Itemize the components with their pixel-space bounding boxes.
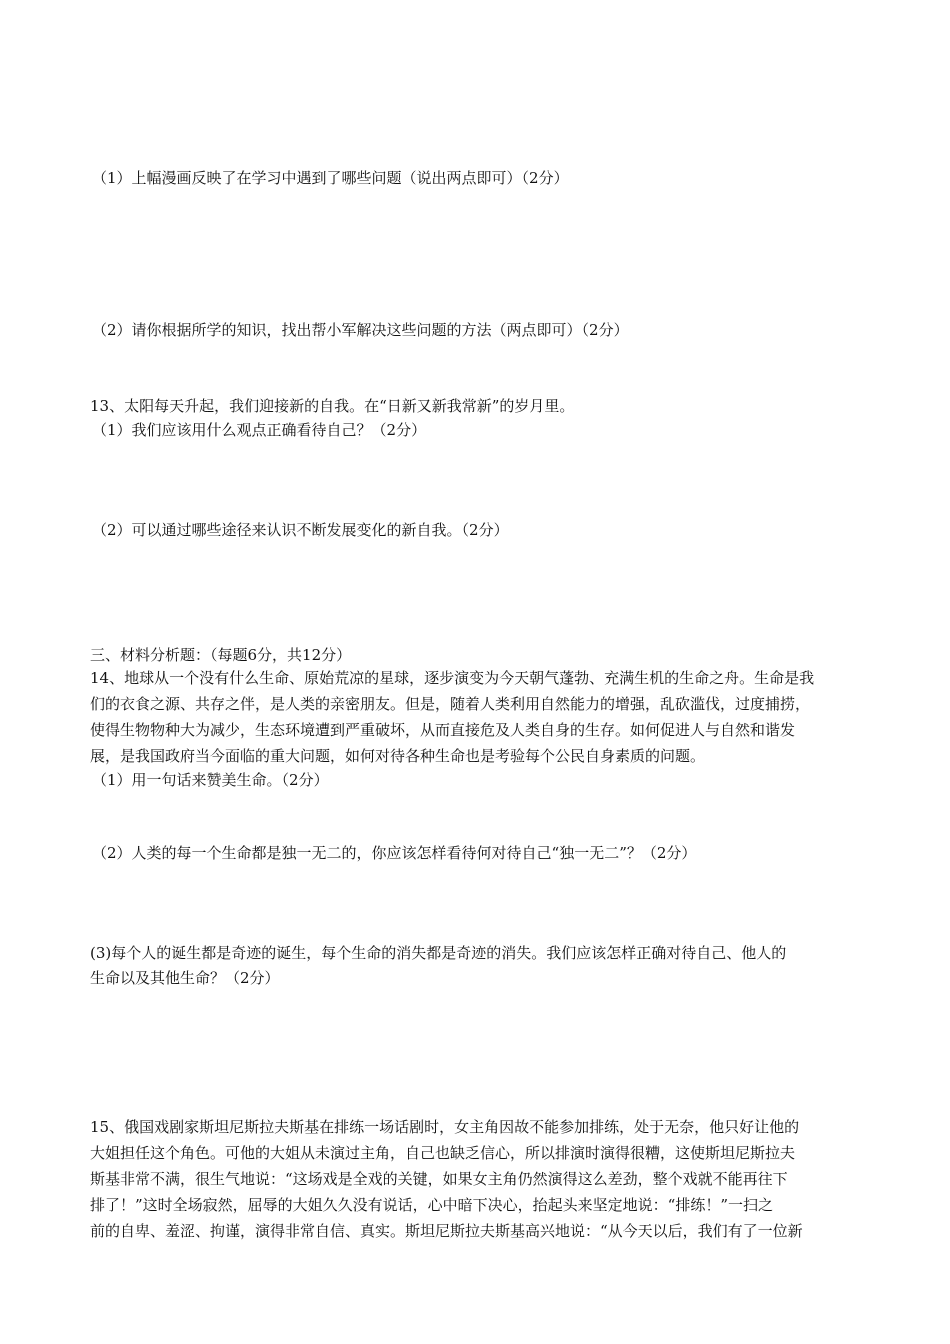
q15-line-2: 大姐担任这个角色。可他的大姐从未演过主角，自己也缺乏信心，所以排演时演得很糟，这使斯坦尼斯拉夫 bbox=[90, 1144, 796, 1162]
q13-sub2: （2）可以通过哪些途径来认识不断发展变化的新自我。（2分） bbox=[92, 521, 509, 539]
section3-heading: 三、材料分析题：（每题6分，共12分） bbox=[90, 646, 352, 664]
q15-line-3: 斯基非常不满，很生气地说：“这场戏是全戏的关键，如果女主角仍然演得这么差劲，整个戏就不能再往下 bbox=[90, 1170, 788, 1188]
q12-sub2: （2）请你根据所学的知识，找出帮小军解决这些问题的方法（两点即可）（2分） bbox=[92, 321, 629, 339]
q14-sub2: （2）人类的每一个生命都是独一无二的，你应该怎样看待何对待自己“独一无二”？（2分） bbox=[92, 844, 697, 862]
q13-stem: 13、太阳每天升起，我们迎接新的自我。在“日新又新我常新”的岁月里。 bbox=[90, 397, 575, 415]
q14-sub1: （1）用一句话来赞美生命。（2分） bbox=[92, 771, 329, 789]
q14-line-3: 使得生物物种大为减少，生态环境遭到严重破坏，从而直接危及人类自身的生存。如何促进人与自然和谐发 bbox=[90, 721, 796, 739]
q12-sub1: （1）上幅漫画反映了在学习中遇到了哪些问题（说出两点即可）（2分） bbox=[92, 169, 569, 187]
q14-sub3-line-2: 生命以及其他生命？（2分） bbox=[90, 969, 280, 987]
q14-sub3-line-1: (3)每个人的诞生都是奇迹的诞生，每个生命的消失都是奇迹的消失。我们应该怎样正确对待自己、他人的 bbox=[90, 944, 787, 962]
q15-line-1: 15、俄国戏剧家斯坦尼斯拉夫斯基在排练一场话剧时，女主角因故不能参加排练，处于无奈，他只好让他的 bbox=[90, 1118, 800, 1136]
q14-line-1: 14、地球从一个没有什么生命、原始荒凉的星球，逐步演变为今天朝气蓬勃、充满生机的生命之舟。生命是我 bbox=[90, 669, 815, 687]
q14-line-4: 展，是我国政府当今面临的重大问题，如何对待各种生命也是考验每个公民自身素质的问题。 bbox=[90, 747, 706, 765]
q15-line-4: 排了！”这时全场寂然，屈辱的大姐久久没有说话，心中暗下决心，抬起头来坚定地说：“排练！”一扫之 bbox=[90, 1196, 774, 1214]
q13-sub1: （1）我们应该用什么观点正确看待自己？（2分） bbox=[92, 421, 427, 439]
q14-line-2: 们的衣食之源、共存之伴，是人类的亲密朋友。但是，随着人类利用自然能力的增强，乱砍滥伐，过度捕捞， bbox=[90, 695, 811, 713]
q15-line-5: 前的自卑、羞涩、拘谨，演得非常自信、真实。斯坦尼斯拉夫斯基高兴地说：“从今天以后，我们有了一位新 bbox=[90, 1222, 803, 1240]
